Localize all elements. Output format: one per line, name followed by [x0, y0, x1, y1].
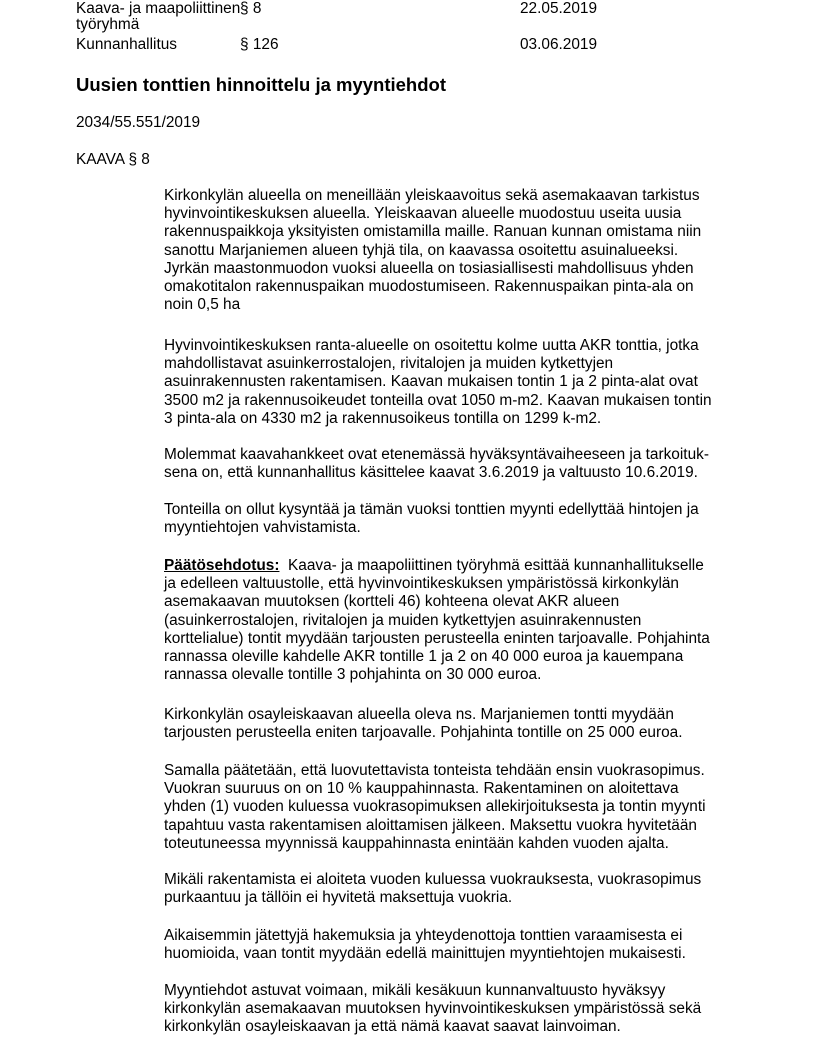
- text-line: Jyrkän maastonmuodon vuoksi alueella on tosiasiallisesti mahdollisuus yhden: [164, 259, 694, 277]
- text-line: mahdollistavat asuinkerrostalojen, rivitalojen ja muiden kytkettyjen: [164, 355, 614, 373]
- meeting-date: 22.05.2019: [520, 0, 598, 17]
- text-line: 3 pinta-ala on 4330 m2 ja rakennusoikeus tontilla on 1299 k-m2.: [164, 409, 602, 427]
- text-line: ja edelleen valtuustolle, että hyvinvointikeskuksen ympäristössä kirkonkylän: [164, 575, 679, 593]
- meeting-body-continued: työryhmä: [76, 16, 140, 33]
- text-line: toteutuneessa myynnissä kauppahinnasta enintään kahden vuoden ajalta.: [164, 834, 669, 852]
- text-line: Kirkonkylän osayleiskaavan alueella oleva ns. Marjaniemen tontti myydään: [164, 706, 674, 723]
- meeting-section: § 8: [240, 0, 262, 17]
- text-line: rannassa olevalle tontille 3 pohjahinta on 30 000 euroa.: [164, 666, 542, 684]
- text-line: Hyvinvointikeskuksen ranta-alueelle on osoitettu kolme uutta AKR tonttia, jotka: [164, 337, 699, 354]
- text-line: sena on, että kunnanhallitus käsittelee kaavat 3.6.2019 ja valtuusto 10.6.2019.: [164, 464, 698, 482]
- paragraph-background: [164, 187, 701, 314]
- meeting-section: § 126: [240, 36, 279, 53]
- text-line: yhden (1) vuoden kuluessa vuokrasopimuksen allekirjoituksesta ja tontin myynti: [164, 798, 706, 816]
- paragraph-demand: [164, 501, 699, 537]
- paragraph-akr-plots: [164, 337, 712, 428]
- text-line: Molemmat kaavahankkeet ovat etenemässä hyväksyntävaiheeseen ja tarkoituk-: [164, 446, 709, 463]
- decision-proposal-label: Päätösehdotus:: [164, 557, 280, 574]
- meeting-date: 03.06.2019: [520, 36, 598, 53]
- text-line: kirkonkylän osayleiskaavan ja että nämä kaavat saavat lainvoiman.: [164, 1018, 621, 1036]
- text-line: asemakaavan muutoksen (kortteli 46) kohteena olevat AKR alueen: [164, 593, 620, 611]
- text-line: rannassa oleville kahdelle AKR tontille 1 ja 2 on 40 000 euroa ja kauempana: [164, 648, 684, 666]
- text-line: (asuinkerrostalojen, rivitalojen ja muiden kytkettyjen asuinrakennusten: [164, 611, 642, 629]
- text-line: asuinrakennusten rakentamisen. Kaavan mukaisen tontin 1 ja 2 pinta-alat ovat: [164, 373, 698, 391]
- text-line: Kirkonkylän alueella on meneillään yleiskaavoitus sekä asemakaavan tarkistus: [164, 187, 700, 204]
- paragraph-lease-termination: [164, 871, 701, 907]
- paragraph-decision-proposal: [164, 557, 710, 684]
- text-line: Samalla päätetään, että luovutettavista tonteista tehdään ensin vuokrasopimus.: [164, 762, 705, 779]
- text-line: myyntiehtojen vahvistamista.: [164, 519, 361, 537]
- meeting-body: Kunnanhallitus: [76, 36, 177, 53]
- text-line: purkaantuu ja tällöin ei hyvitetä maksettuja vuokria.: [164, 889, 513, 907]
- record-number: 2034/55.551/2019: [76, 114, 201, 131]
- section-reference: KAAVA § 8: [76, 151, 150, 168]
- text-line: omakotitalon rakennuspaikan muodostumiseen. Rakennuspaikan pinta-ala on: [164, 278, 694, 296]
- text-line: huomioida, vaan tontit myydään edellä mainittujen myyntiehtojen mukaisesti.: [164, 945, 686, 963]
- text-line: sanottu Marjaniemen alueen tyhjä tila, on kaavassa osoitettu asuinalueeksi.: [164, 241, 679, 259]
- text-line: rakennuspaikkoja yksityisten omistamilla maille. Ranuan kunnan omistama niin: [164, 223, 702, 241]
- decision-proposal-first-line: Kaava- ja maapoliittinen työryhmä esittää kunnanhallitukselle: [279, 557, 704, 574]
- text-line: [164, 557, 710, 575]
- text-line: noin 0,5 ha: [164, 296, 241, 314]
- paragraph-effective-conditions: [164, 982, 701, 1037]
- text-line: kirkonkylän asemakaavan muutoksen hyvinvointikeskuksen ympäristössä sekä: [164, 1000, 702, 1018]
- text-line: Myyntiehdot astuvat voimaan, mikäli kesäkuun kunnanvaltuusto hyväksyy: [164, 982, 666, 999]
- text-line: hyvinvointikeskuksen alueella. Yleiskaavan alueelle muodostuu useita uusia: [164, 205, 682, 223]
- text-line: Aikaisemmin jätettyjä hakemuksia ja yhteydenottoja tonttien varaamisesta ei: [164, 927, 683, 944]
- document-title: Uusien tonttien hinnoittelu ja myyntiehdot: [76, 74, 446, 95]
- text-line: Vuokran suuruus on on 10 % kauppahinnasta. Rakentaminen on aloitettava: [164, 780, 679, 798]
- text-line: 3500 m2 ja rakennusoikeudet tonteilla ovat 1050 m-m2. Kaavan mukaisen tontin: [164, 391, 712, 409]
- text-line: Tonteilla on ollut kysyntää ja tämän vuoksi tonttien myynti edellyttää hintojen ja: [164, 501, 699, 518]
- text-line: tapahtuu vasta rakentamisen aloittamisen jälkeen. Maksettu vuokra hyvitetään: [164, 816, 697, 834]
- paragraph-lease-terms: [164, 762, 706, 853]
- meeting-body: Kaava- ja maapoliittinen: [76, 0, 241, 17]
- text-line: korttelialue) tontit myydään tarjousten perusteella eninten tarjoavalle. Pohjahinta: [164, 629, 710, 647]
- paragraph-approval-schedule: [164, 446, 709, 482]
- paragraph-prior-applications: [164, 927, 686, 963]
- text-line: Mikäli rakentamista ei aloiteta vuoden kuluessa vuokrauksesta, vuokrasopimus: [164, 871, 702, 888]
- paragraph-marjaniemi-plot: [164, 706, 683, 742]
- text-line: tarjousten perusteella eniten tarjoavalle. Pohjahinta tontille on 25 000 euroa.: [164, 724, 683, 742]
